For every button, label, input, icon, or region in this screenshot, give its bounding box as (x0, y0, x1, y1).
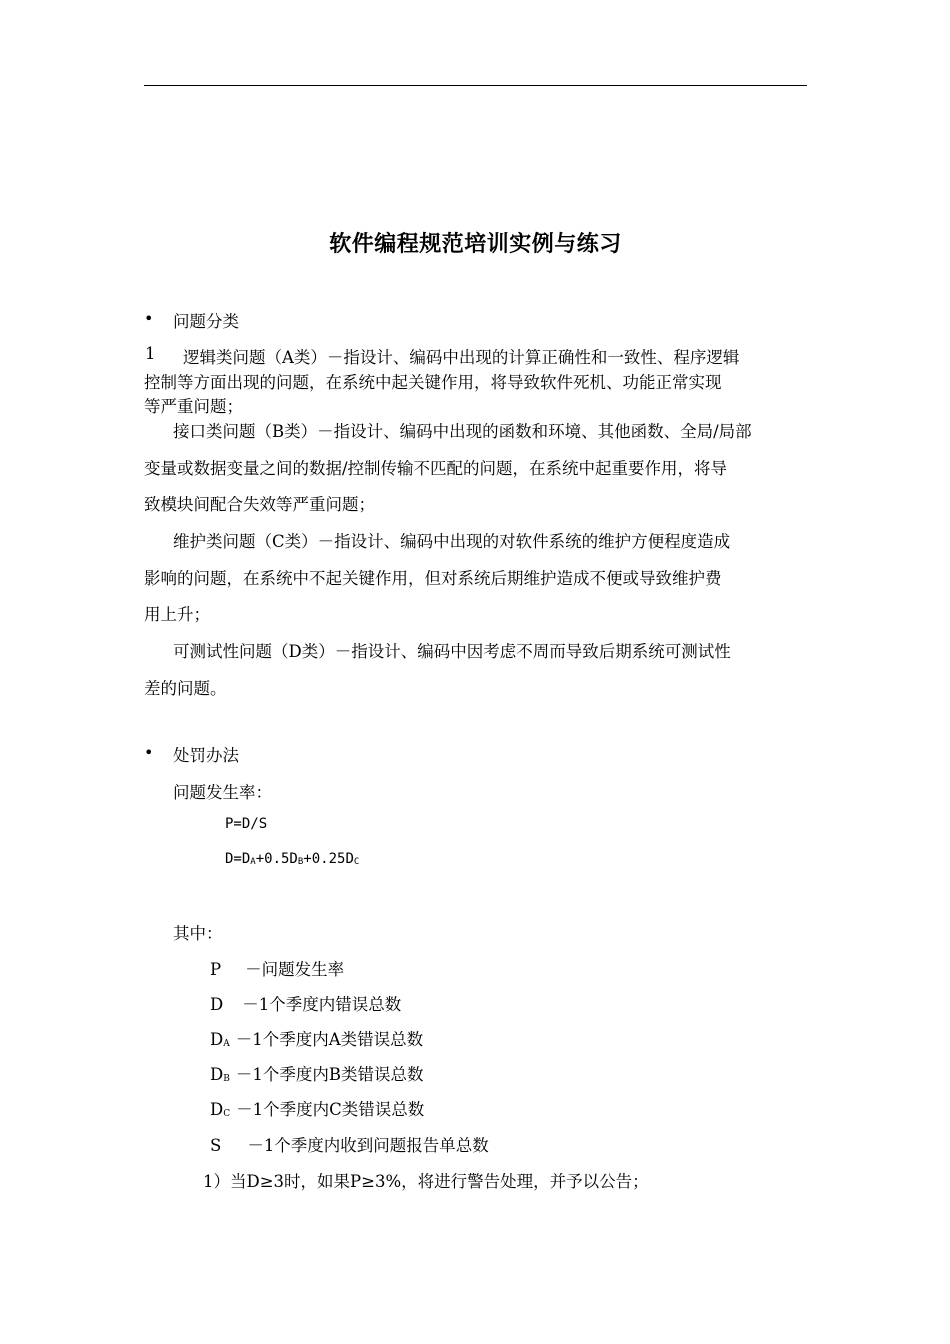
definition-item: $D_B -1$个季度内B类错误总数 (210, 1065, 424, 1084)
formula-rate: P=D/S (225, 816, 268, 832)
paragraph-a-line2: 控制等方面出现的问题，在系统中起关键作用，将导致软件死机、功能正常实现 (144, 373, 722, 392)
definition-item: $D_A -1$个季度内A类错误总数 (210, 1030, 424, 1049)
paragraph-b-line3: 致模块间配合失效等严重问题； (144, 495, 375, 514)
bullet-marker: • (144, 309, 154, 328)
paragraph-a-line1: 逻辑类问题（A类）－指设计、编码中出现的计算正确性和一致性、程序逻辑 (183, 348, 740, 367)
definition-item: D －1个季度内错误总数 (210, 995, 402, 1014)
rate-label: 问题发生率： (173, 783, 272, 802)
paragraph-c-line1: 维护类问题（C类）－指设计、编码中出现的对软件系统的维护方便程度造成 (173, 532, 731, 551)
header-rule (144, 85, 807, 86)
definition-item: P －问题发生率 (210, 960, 345, 979)
page-title: 软件编程规范培训实例与练习 (329, 232, 622, 257)
paragraph-d-line2: 差的问题。 (144, 679, 227, 698)
paragraph-a-line3: 等严重问题； (144, 397, 243, 416)
definition-item: $D_C -1$个季度内C类错误总数 (210, 1100, 425, 1119)
paragraph-b-line2: 变量或数据变量之间的数据/控制传输不匹配的问题，在系统中起重要作用，将导 (144, 459, 728, 478)
paragraph-c-line2: 影响的问题，在系统中不起关键作用，但对系统后期维护造成不便或导致维护费 (144, 569, 722, 588)
bullet-marker: • (144, 743, 154, 762)
paragraph-d-line1: 可测试性问题（D类）－指设计、编码中因考虑不周而导致后期系统可测试性 (173, 642, 731, 661)
section-heading-penalty: 处罚办法 (173, 746, 239, 765)
formula-weighted-errors: $D=D_A+0.5D_B+0.25D_C$ (225, 851, 360, 867)
paragraph-b-line1: 接口类问题（B类）－指设计、编码中出现的函数和环境、其他函数、全局/局部 (173, 422, 752, 441)
penalty-rule-1: 1）当D≥3时，如果P≥3%，将进行警告处理，并予以公告； (203, 1172, 649, 1191)
definition-item: S －1个季度内收到问题报告单总数 (210, 1136, 489, 1155)
paragraph-c-line3: 用上升； (144, 605, 210, 624)
where-label: 其中： (173, 924, 223, 943)
section-heading-classification: 问题分类 (173, 312, 239, 331)
item-number: 1 (145, 344, 156, 363)
